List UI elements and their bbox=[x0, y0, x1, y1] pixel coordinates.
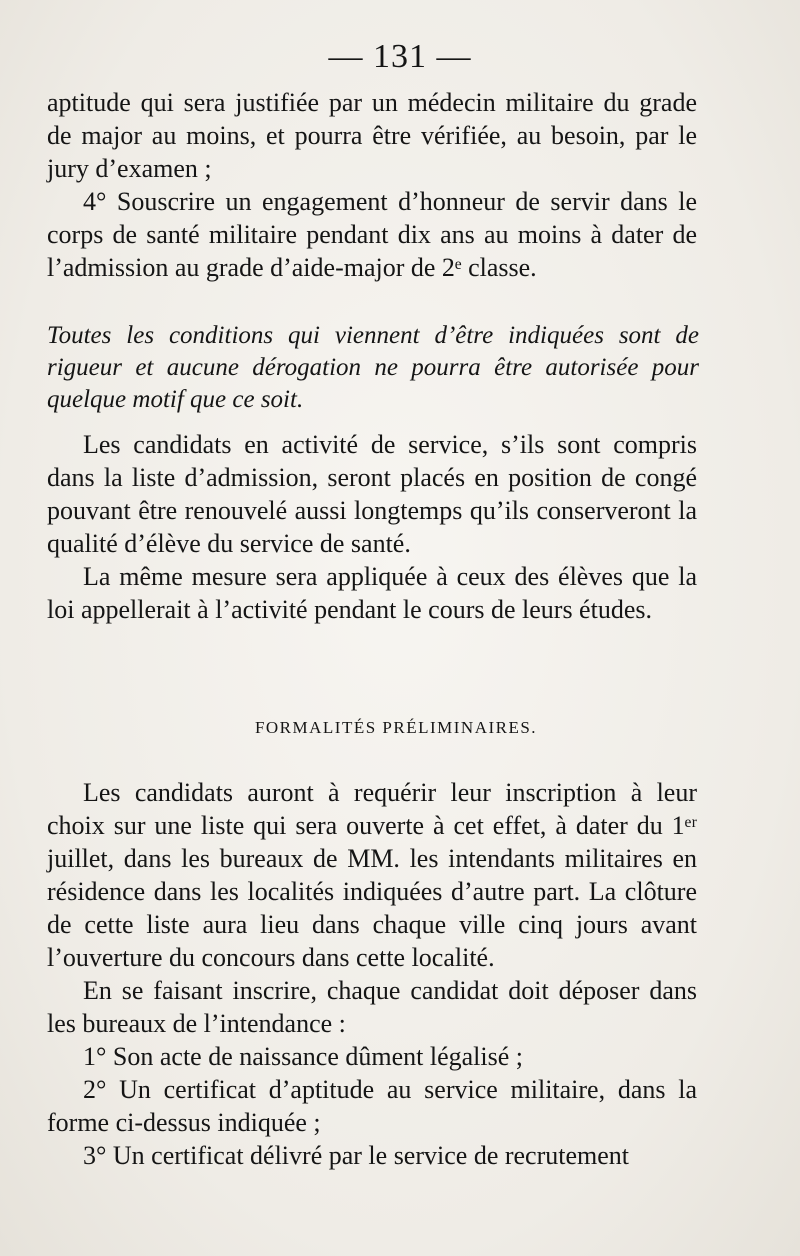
paragraph-candidats-activite: Les candidats en activité de service, s’ils sont compris dans la liste d’admission, seront placés en position de congé pouvant être renouvelé aussi longtemps qu’ils conserveront la qualité d’élève du service de santé. bbox=[47, 430, 697, 558]
list-item-acte-naissance: 1° Son acte de naissance dûment légalisé ; bbox=[83, 1042, 523, 1071]
service-text bbox=[47, 428, 697, 626]
list-item-certificat-recrutement: 3° Un certificat délivré par le service de recrutement bbox=[83, 1141, 629, 1170]
paragraph-aptitude: aptitude qui sera justifiée par un médecin militaire du grade de major au moins, et pourra être vérifiée, au besoin, par le jury d’examen ; bbox=[47, 88, 697, 183]
paragraph-deposer: En se faisant inscrire, chaque candidat doit déposer dans les bureaux de l’intendance : bbox=[47, 976, 697, 1038]
intro-text bbox=[47, 86, 697, 284]
paragraph-meme-mesure: La même mesure sera appliquée à ceux des élèves que la loi appellerait à l’activité pendant le cours de leurs études. bbox=[47, 562, 697, 624]
formalites-text bbox=[47, 776, 697, 1172]
page-number: — 131 — bbox=[328, 38, 472, 75]
section-heading: FORMALITÉS PRÉLIMINAIRES. bbox=[254, 718, 538, 737]
paragraph-engagement: 4° Souscrire un engagement d’honneur de servir dans le corps de santé militaire pendant dix ans au moins à dater de l’admission au grade d’aide-major de 2ᵉ classe. bbox=[47, 187, 697, 282]
list-item-certificat-aptitude: 2° Un certificat d’aptitude au service militaire, dans la forme ci-dessus indiquée ; bbox=[47, 1075, 697, 1137]
paragraph-inscription: Les candidats auront à requérir leur inscription à leur choix sur une liste qui sera ouverte à cet effet, à dater du 1ᵉʳ juillet, dans les bureaux de MM. les intendants militaires en résidence dans les localités indiquées d’autre part. La clôture de cette liste aura lieu dans chaque ville cinq jours avant l’ouverture du concours dans cette localité. bbox=[47, 778, 697, 972]
italic-note: Toutes les conditions qui viennent d’être indiquées sont de rigueur et aucune dérogation ne pourra être autorisée pour quelque motif que ce soit. bbox=[47, 322, 699, 413]
